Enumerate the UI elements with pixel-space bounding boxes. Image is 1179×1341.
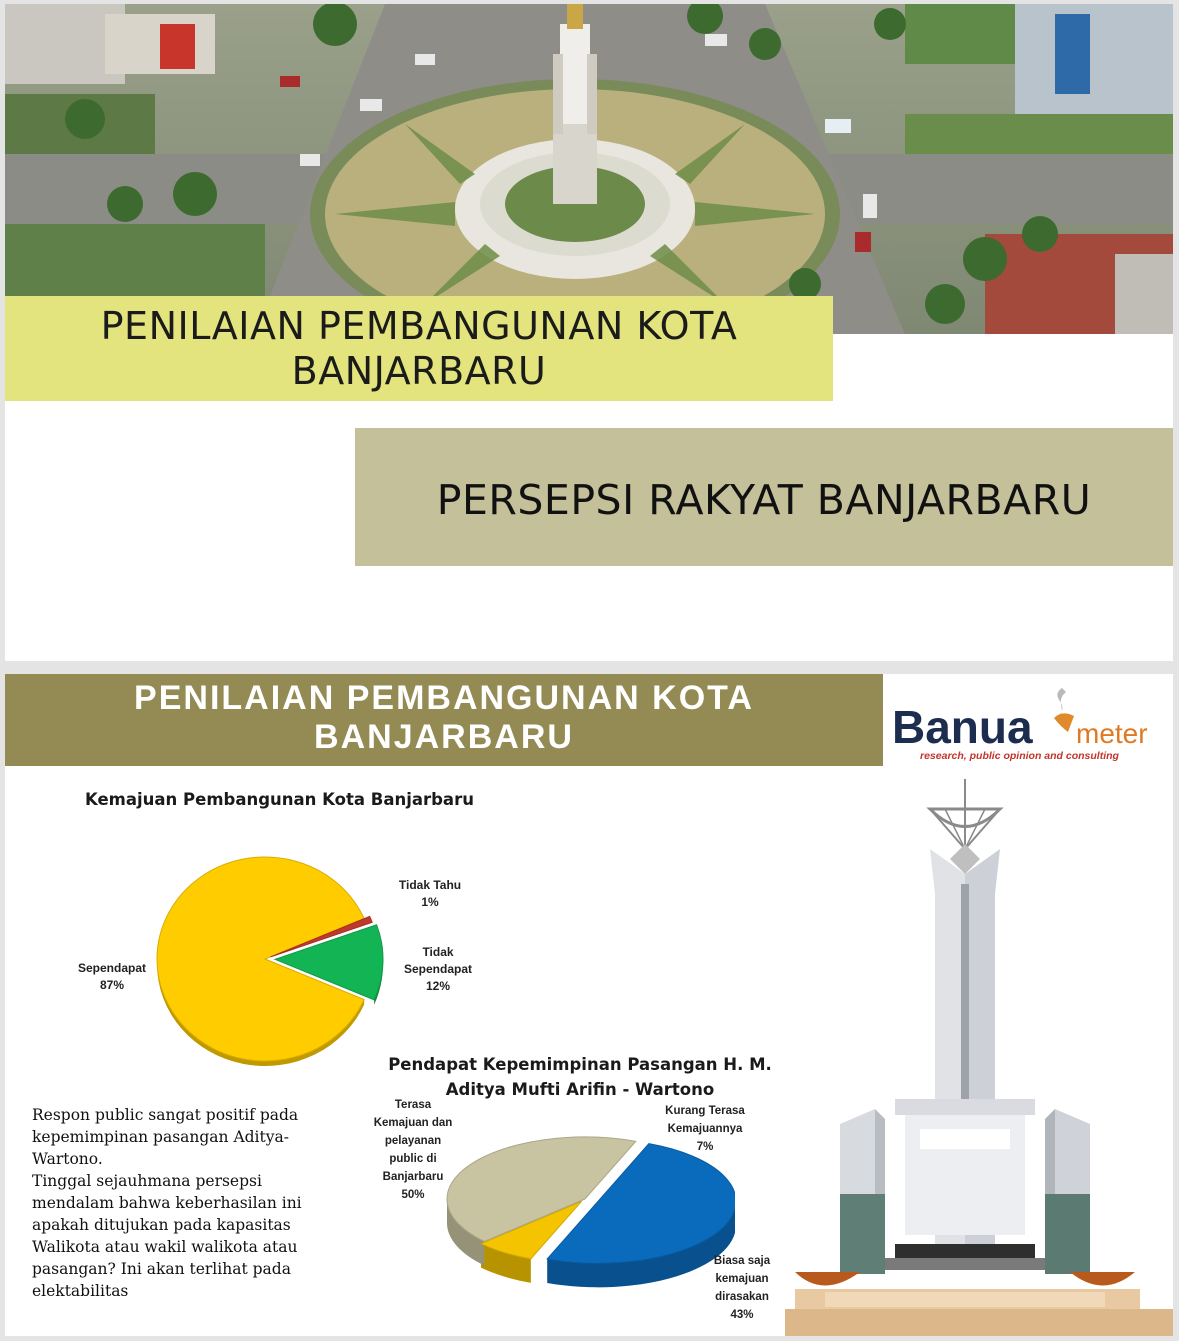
banuameter-logo [890,680,1172,768]
commentary-line-5: mendalam bahwa keberhasilan ini [32,1194,302,1212]
chart1-label-sependapat-name: Sependapat [77,961,146,975]
chart2-label-biasa-line-2: kemajuan [715,1273,769,1285]
chart2-label-biasa-line-3: dirasakan [715,1291,769,1303]
chart2-label-biasa-line-1: Biasa saja [713,1255,771,1267]
tugu-monument-illustration [785,774,1173,1336]
slide-header-line-1: PENILAIAN PEMBANGUNAN KOTA [134,679,754,717]
left-bowl-icon [795,1272,860,1286]
chart1-label-tidak-tahu-name: Tidak Tahu [398,878,462,892]
chart2-label-biasa [702,1252,782,1324]
chart2-title [375,1052,785,1102]
chart2-title-line-2: Aditya Mufti Arifin - Wartono [445,1080,715,1099]
chart2-label-terasa-line-4: public di [389,1153,437,1165]
chart1-label-tidak-sependapat-name: Tidak Sependapat [403,945,472,976]
right-bowl-icon [1070,1272,1135,1286]
cover-title-line-2: BANJARBARU [291,349,547,393]
chart2-label-terasa-line-5: Banjarbaru [382,1171,444,1183]
chart2-title-line-1: Pendapat Kepemimpinan Pasangan H. M. [388,1055,772,1074]
chart1-label-tidak-tahu-value: 1% [421,895,439,909]
commentary-line-1: Respon public sangat positif pada [32,1106,299,1124]
cover-title-band [5,296,833,401]
chart1-label-sependapat-value: 87% [99,978,125,992]
commentary-line-8: pasangan? Ini akan terlihat pada [32,1260,291,1278]
chart1-label-sependapat [67,960,157,994]
logo-tagline: research, public opinion and consulting [920,750,1119,762]
chart1-pie [145,844,405,1084]
chart2-label-terasa-line-2: Kemajuan dan [373,1117,453,1129]
chart2-label-terasa-value: 50% [401,1189,425,1201]
commentary-line-9: elektabilitas [32,1282,129,1300]
logo-suffix: meter [1076,718,1148,749]
commentary-line-2: kepemimpinan pasangan Aditya- [32,1128,289,1146]
commentary-text [32,1104,342,1302]
chart2-label-terasa-line-1: Terasa [394,1099,432,1111]
slide-header-band [5,674,883,766]
flame-icon [1054,713,1074,732]
commentary-line-4: Tinggal sejauhmana persepsi [32,1172,262,1190]
slide-header-line-2: BANJARBARU [314,718,574,756]
commentary-line-7: Walikota atau wakil walikota atau [32,1238,298,1256]
cover-subtitle-band [355,428,1173,566]
chart2-label-kurang-value: 7% [696,1141,714,1153]
chart2-label-terasa-line-3: pelayanan [384,1135,442,1147]
chart1-label-tidak-sependapat-value: 12% [425,979,451,993]
cover-title-line-1: PENILAIAN PEMBANGUNAN KOTA [100,304,738,348]
chart2-label-kurang [650,1102,760,1156]
chart2-label-kurang-line-2: Kemajuannya [667,1123,743,1135]
chart2-label-terasa [363,1096,463,1204]
chart2-label-biasa-value: 43% [730,1309,754,1321]
chart2-label-kurang-line-1: Kurang Terasa [665,1105,745,1117]
chart1-label-tidak-tahu [385,877,475,911]
slide-cover [5,4,1173,661]
chart1-title: Kemajuan Pembangunan Kota Banjarbaru [85,790,474,809]
commentary-line-6: apakah ditujukan pada kapasitas [32,1216,291,1234]
chart1-label-tidak-sependapat [398,944,478,995]
slide-header-title [5,679,883,757]
antenna-dish-icon [930,779,1000,849]
slide-results [5,674,1173,1336]
logo-word: Banua [892,701,1033,753]
steam-icon [1057,688,1066,716]
cover-subtitle: PERSEPSI RAKYAT BANJARBARU [436,476,1092,524]
cover-title [5,304,833,394]
commentary-line-3: Wartono. [32,1150,103,1168]
aerial-roundabout-photo [5,4,1173,334]
